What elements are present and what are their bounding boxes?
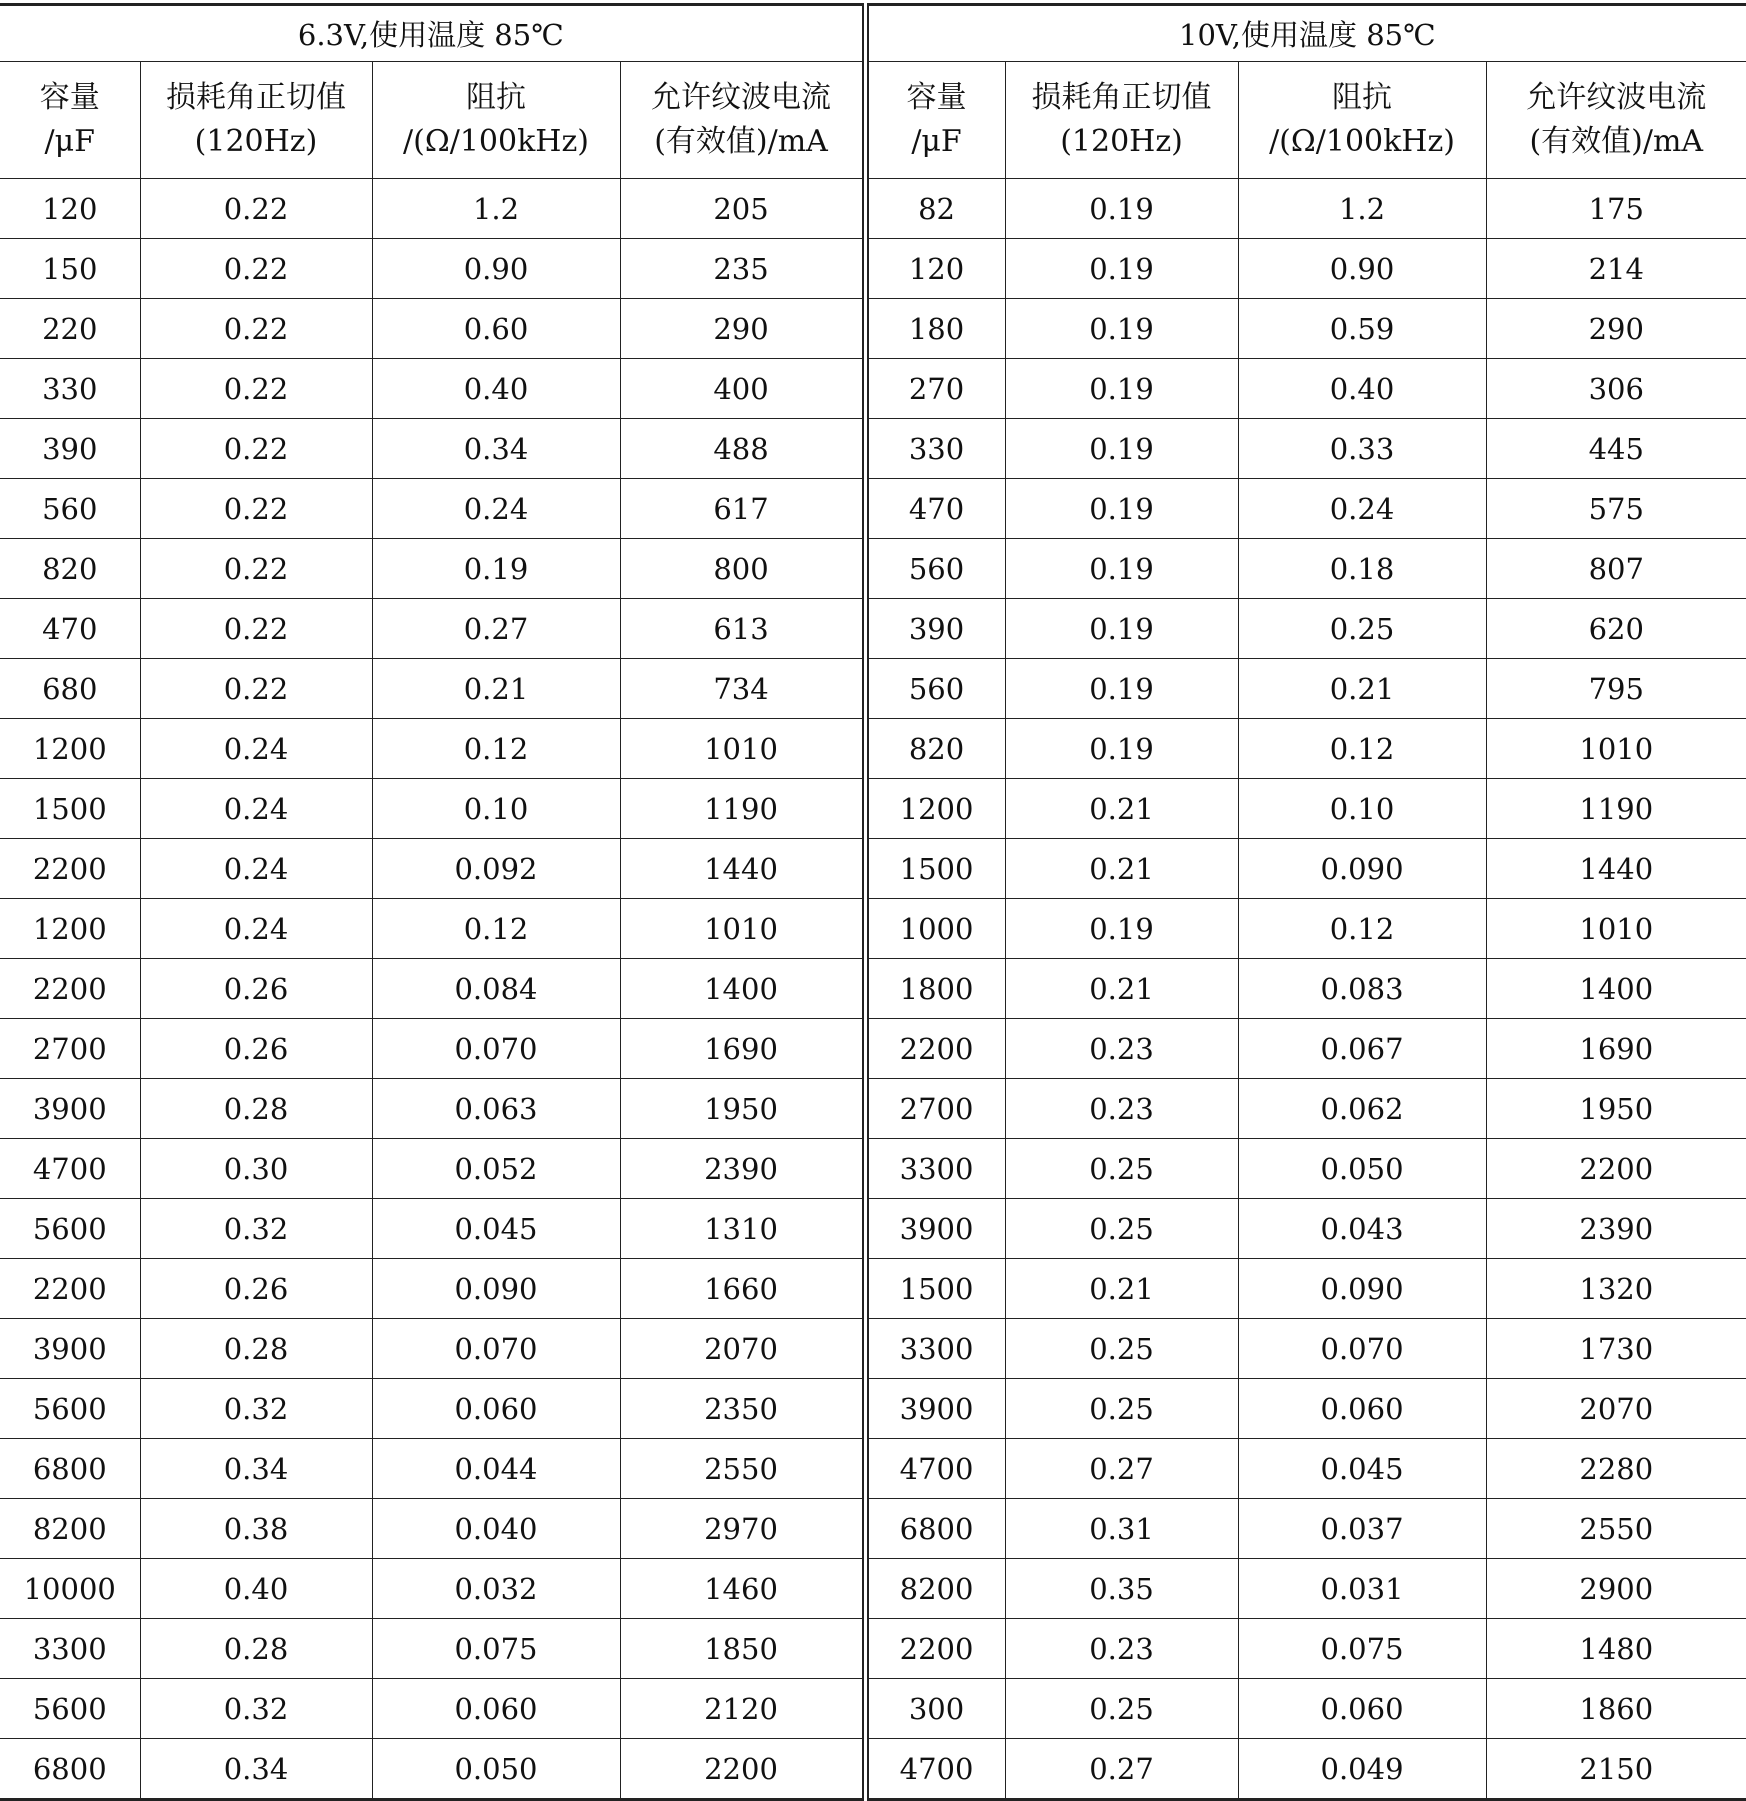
cell-capacity-10v: 4700 [865, 1739, 1005, 1800]
cell-loss-tangent-10v: 0.25 [1005, 1139, 1238, 1199]
cell-capacity-10v: 1500 [865, 839, 1005, 899]
cell-ripple-current-10v: 1320 [1486, 1259, 1746, 1319]
cell-impedance-6v3: 0.12 [372, 719, 620, 779]
group-title-10v: 10V,使用温度 85℃ [865, 5, 1746, 62]
cell-ripple-current-6v3: 1660 [620, 1259, 865, 1319]
cell-impedance-10v: 0.10 [1238, 779, 1486, 839]
cell-impedance-10v: 0.090 [1238, 1259, 1486, 1319]
header-line: /μF [911, 124, 962, 159]
cell-ripple-current-6v3: 617 [620, 479, 865, 539]
cell-capacity-10v: 1200 [865, 779, 1005, 839]
cell-capacity-10v: 120 [865, 239, 1005, 299]
cell-capacity-10v: 3900 [865, 1379, 1005, 1439]
cell-ripple-current-6v3: 235 [620, 239, 865, 299]
table-row [0, 1319, 1746, 1379]
cell-capacity-10v: 6800 [865, 1499, 1005, 1559]
cell-loss-tangent-6v3: 0.22 [140, 419, 372, 479]
cell-impedance-10v: 0.050 [1238, 1139, 1486, 1199]
cell-capacity-6v3: 1200 [0, 899, 140, 959]
cell-loss-tangent-6v3: 0.22 [140, 359, 372, 419]
cell-ripple-current-10v: 1480 [1486, 1619, 1746, 1679]
cell-impedance-6v3: 0.10 [372, 779, 620, 839]
cell-impedance-6v3: 0.60 [372, 299, 620, 359]
column-header-row [0, 62, 1746, 179]
cell-ripple-current-10v: 1950 [1486, 1079, 1746, 1139]
cell-impedance-10v: 0.21 [1238, 659, 1486, 719]
group-title-6v3: 6.3V,使用温度 85℃ [0, 5, 865, 62]
cell-impedance-10v: 0.045 [1238, 1439, 1486, 1499]
table-body [0, 179, 1746, 1800]
cell-impedance-10v: 0.33 [1238, 419, 1486, 479]
cell-loss-tangent-10v: 0.19 [1005, 299, 1238, 359]
cell-impedance-6v3: 0.052 [372, 1139, 620, 1199]
cell-loss-tangent-10v: 0.19 [1005, 419, 1238, 479]
cell-ripple-current-10v: 2070 [1486, 1379, 1746, 1439]
cell-capacity-10v: 2200 [865, 1019, 1005, 1079]
cell-capacity-10v: 270 [865, 359, 1005, 419]
cell-capacity-10v: 2200 [865, 1619, 1005, 1679]
table-row [0, 1199, 1746, 1259]
cell-impedance-6v3: 0.050 [372, 1739, 620, 1800]
cell-capacity-6v3: 4700 [0, 1139, 140, 1199]
cell-impedance-10v: 0.90 [1238, 239, 1486, 299]
cell-ripple-current-10v: 290 [1486, 299, 1746, 359]
cell-loss-tangent-6v3: 0.34 [140, 1439, 372, 1499]
cell-ripple-current-10v: 2390 [1486, 1199, 1746, 1259]
table-row [0, 1139, 1746, 1199]
cell-ripple-current-6v3: 1010 [620, 899, 865, 959]
cell-loss-tangent-10v: 0.27 [1005, 1439, 1238, 1499]
cell-ripple-current-10v: 1400 [1486, 959, 1746, 1019]
cell-loss-tangent-6v3: 0.24 [140, 899, 372, 959]
cell-ripple-current-6v3: 400 [620, 359, 865, 419]
cell-ripple-current-6v3: 2070 [620, 1319, 865, 1379]
table-row [0, 719, 1746, 779]
cell-ripple-current-10v: 1190 [1486, 779, 1746, 839]
cell-impedance-10v: 0.24 [1238, 479, 1486, 539]
header-line: /μF [44, 124, 95, 159]
cell-impedance-10v: 1.2 [1238, 179, 1486, 239]
cell-impedance-10v: 0.060 [1238, 1379, 1486, 1439]
cell-impedance-6v3: 0.075 [372, 1619, 620, 1679]
cell-capacity-10v: 1500 [865, 1259, 1005, 1319]
cell-loss-tangent-10v: 0.31 [1005, 1499, 1238, 1559]
cell-ripple-current-6v3: 1310 [620, 1199, 865, 1259]
cell-capacity-6v3: 1200 [0, 719, 140, 779]
cell-capacity-10v: 300 [865, 1679, 1005, 1739]
cell-loss-tangent-6v3: 0.22 [140, 599, 372, 659]
cell-impedance-10v: 0.12 [1238, 719, 1486, 779]
table-row [0, 179, 1746, 239]
cell-ripple-current-10v: 306 [1486, 359, 1746, 419]
cell-loss-tangent-10v: 0.25 [1005, 1679, 1238, 1739]
cell-ripple-current-10v: 1440 [1486, 839, 1746, 899]
cell-ripple-current-10v: 1860 [1486, 1679, 1746, 1739]
cell-impedance-6v3: 0.045 [372, 1199, 620, 1259]
cell-capacity-6v3: 3900 [0, 1079, 140, 1139]
cell-impedance-6v3: 0.24 [372, 479, 620, 539]
header-line: 损耗角正切值 [1031, 80, 1212, 115]
cell-loss-tangent-6v3: 0.26 [140, 1019, 372, 1079]
cell-capacity-6v3: 6800 [0, 1739, 140, 1800]
cell-loss-tangent-6v3: 0.26 [140, 1259, 372, 1319]
cell-ripple-current-6v3: 800 [620, 539, 865, 599]
cell-capacity-6v3: 470 [0, 599, 140, 659]
header-line: (120Hz) [1060, 124, 1183, 159]
header-impedance-10v [1238, 62, 1486, 179]
cell-ripple-current-10v: 620 [1486, 599, 1746, 659]
header-capacity-10v [865, 62, 1005, 179]
cell-capacity-6v3: 560 [0, 479, 140, 539]
header-line: 容量 [906, 80, 967, 115]
cell-loss-tangent-10v: 0.27 [1005, 1739, 1238, 1800]
cell-ripple-current-10v: 1010 [1486, 899, 1746, 959]
cell-impedance-6v3: 0.044 [372, 1439, 620, 1499]
header-loss-tangent-10v [1005, 62, 1238, 179]
cell-impedance-6v3: 0.40 [372, 359, 620, 419]
cell-ripple-current-10v: 2280 [1486, 1439, 1746, 1499]
table-row [0, 1079, 1746, 1139]
cell-ripple-current-10v: 1690 [1486, 1019, 1746, 1079]
cell-loss-tangent-6v3: 0.24 [140, 779, 372, 839]
cell-loss-tangent-6v3: 0.34 [140, 1739, 372, 1800]
table-row [0, 659, 1746, 719]
cell-capacity-10v: 3300 [865, 1139, 1005, 1199]
cell-impedance-6v3: 0.092 [372, 839, 620, 899]
cell-capacity-6v3: 5600 [0, 1679, 140, 1739]
cell-loss-tangent-6v3: 0.24 [140, 839, 372, 899]
cell-capacity-6v3: 820 [0, 539, 140, 599]
table-row [0, 1439, 1746, 1499]
cell-loss-tangent-10v: 0.23 [1005, 1619, 1238, 1679]
cell-loss-tangent-6v3: 0.32 [140, 1199, 372, 1259]
cell-loss-tangent-6v3: 0.22 [140, 659, 372, 719]
cell-loss-tangent-10v: 0.23 [1005, 1019, 1238, 1079]
cell-ripple-current-6v3: 1190 [620, 779, 865, 839]
cell-impedance-10v: 0.12 [1238, 899, 1486, 959]
header-capacity-6v3 [0, 62, 140, 179]
cell-ripple-current-6v3: 1440 [620, 839, 865, 899]
cell-capacity-10v: 470 [865, 479, 1005, 539]
cell-loss-tangent-10v: 0.25 [1005, 1199, 1238, 1259]
header-line: (120Hz) [194, 124, 318, 159]
cell-impedance-10v: 0.40 [1238, 359, 1486, 419]
cell-loss-tangent-10v: 0.21 [1005, 1259, 1238, 1319]
table-row [0, 1499, 1746, 1559]
table-row [0, 1259, 1746, 1319]
header-loss-tangent-6v3 [140, 62, 372, 179]
cell-ripple-current-10v: 1730 [1486, 1319, 1746, 1379]
table-row [0, 839, 1746, 899]
cell-impedance-10v: 0.060 [1238, 1679, 1486, 1739]
cell-ripple-current-10v: 2150 [1486, 1739, 1746, 1800]
cell-loss-tangent-6v3: 0.22 [140, 299, 372, 359]
cell-ripple-current-10v: 445 [1486, 419, 1746, 479]
header-line: 容量 [39, 80, 100, 115]
cell-loss-tangent-10v: 0.19 [1005, 179, 1238, 239]
header-ripple-current-6v3 [620, 62, 865, 179]
cell-ripple-current-6v3: 1460 [620, 1559, 865, 1619]
cell-impedance-10v: 0.090 [1238, 839, 1486, 899]
cell-capacity-6v3: 8200 [0, 1499, 140, 1559]
cell-loss-tangent-6v3: 0.28 [140, 1079, 372, 1139]
cell-impedance-6v3: 0.084 [372, 959, 620, 1019]
table-row [0, 1739, 1746, 1800]
header-line: 阻抗 [1332, 80, 1393, 115]
cell-impedance-6v3: 0.060 [372, 1679, 620, 1739]
cell-loss-tangent-10v: 0.35 [1005, 1559, 1238, 1619]
cell-impedance-6v3: 0.34 [372, 419, 620, 479]
header-line: /(Ω/100kHz) [403, 124, 589, 159]
cell-loss-tangent-10v: 0.25 [1005, 1379, 1238, 1439]
cell-capacity-6v3: 390 [0, 419, 140, 479]
cell-loss-tangent-6v3: 0.38 [140, 1499, 372, 1559]
header-line: 允许纹波电流 [1526, 80, 1707, 115]
cell-capacity-6v3: 2200 [0, 959, 140, 1019]
header-line: 允许纹波电流 [651, 80, 832, 115]
cell-ripple-current-10v: 175 [1486, 179, 1746, 239]
cell-impedance-10v: 0.070 [1238, 1319, 1486, 1379]
cell-impedance-10v: 0.25 [1238, 599, 1486, 659]
cell-loss-tangent-10v: 0.21 [1005, 839, 1238, 899]
header-line: 阻抗 [466, 80, 526, 115]
cell-impedance-6v3: 0.90 [372, 239, 620, 299]
cell-loss-tangent-10v: 0.19 [1005, 479, 1238, 539]
group-header-row [0, 5, 1746, 62]
table-row [0, 239, 1746, 299]
header-line: (有效值)/mA [1529, 124, 1704, 159]
cell-ripple-current-10v: 575 [1486, 479, 1746, 539]
table-row [0, 1019, 1746, 1079]
cell-ripple-current-6v3: 2200 [620, 1739, 865, 1800]
cell-ripple-current-6v3: 2350 [620, 1379, 865, 1439]
cell-loss-tangent-10v: 0.19 [1005, 599, 1238, 659]
cell-impedance-6v3: 0.070 [372, 1319, 620, 1379]
cell-loss-tangent-10v: 0.19 [1005, 719, 1238, 779]
cell-impedance-10v: 0.062 [1238, 1079, 1486, 1139]
cell-capacity-6v3: 150 [0, 239, 140, 299]
cell-impedance-6v3: 0.032 [372, 1559, 620, 1619]
cell-impedance-6v3: 0.070 [372, 1019, 620, 1079]
table-row [0, 299, 1746, 359]
cell-capacity-6v3: 3300 [0, 1619, 140, 1679]
cell-ripple-current-10v: 214 [1486, 239, 1746, 299]
cell-impedance-6v3: 0.040 [372, 1499, 620, 1559]
cell-capacity-6v3: 5600 [0, 1199, 140, 1259]
table-row [0, 419, 1746, 479]
cell-capacity-6v3: 2200 [0, 839, 140, 899]
cell-ripple-current-10v: 2900 [1486, 1559, 1746, 1619]
cell-ripple-current-6v3: 2390 [620, 1139, 865, 1199]
cell-loss-tangent-10v: 0.19 [1005, 239, 1238, 299]
cell-loss-tangent-6v3: 0.28 [140, 1319, 372, 1379]
cell-impedance-10v: 0.043 [1238, 1199, 1486, 1259]
cell-ripple-current-6v3: 613 [620, 599, 865, 659]
cell-loss-tangent-6v3: 0.22 [140, 239, 372, 299]
cell-capacity-10v: 4700 [865, 1439, 1005, 1499]
cell-ripple-current-10v: 795 [1486, 659, 1746, 719]
cell-ripple-current-6v3: 1690 [620, 1019, 865, 1079]
table-row [0, 899, 1746, 959]
header-line: /(Ω/100kHz) [1269, 124, 1455, 159]
cell-capacity-6v3: 220 [0, 299, 140, 359]
cell-capacity-10v: 2700 [865, 1079, 1005, 1139]
cell-impedance-10v: 0.031 [1238, 1559, 1486, 1619]
cell-loss-tangent-6v3: 0.30 [140, 1139, 372, 1199]
cell-ripple-current-6v3: 488 [620, 419, 865, 479]
cell-loss-tangent-6v3: 0.24 [140, 719, 372, 779]
cell-capacity-6v3: 5600 [0, 1379, 140, 1439]
cell-capacity-10v: 390 [865, 599, 1005, 659]
cell-loss-tangent-10v: 0.19 [1005, 539, 1238, 599]
cell-loss-tangent-10v: 0.19 [1005, 659, 1238, 719]
cell-capacity-10v: 330 [865, 419, 1005, 479]
cell-loss-tangent-10v: 0.23 [1005, 1079, 1238, 1139]
cell-ripple-current-6v3: 205 [620, 179, 865, 239]
cell-capacity-6v3: 3900 [0, 1319, 140, 1379]
header-ripple-current-10v [1486, 62, 1746, 179]
cell-impedance-6v3: 1.2 [372, 179, 620, 239]
cell-capacity-10v: 8200 [865, 1559, 1005, 1619]
cell-ripple-current-6v3: 1850 [620, 1619, 865, 1679]
cell-ripple-current-6v3: 734 [620, 659, 865, 719]
cell-loss-tangent-10v: 0.19 [1005, 899, 1238, 959]
table-row [0, 1679, 1746, 1739]
cell-impedance-10v: 0.075 [1238, 1619, 1486, 1679]
table-row [0, 539, 1746, 599]
cell-capacity-10v: 560 [865, 659, 1005, 719]
cell-impedance-10v: 0.18 [1238, 539, 1486, 599]
cell-impedance-6v3: 0.060 [372, 1379, 620, 1439]
cell-capacity-10v: 560 [865, 539, 1005, 599]
cell-ripple-current-6v3: 1010 [620, 719, 865, 779]
cell-loss-tangent-6v3: 0.32 [140, 1679, 372, 1739]
header-impedance-6v3 [372, 62, 620, 179]
cell-loss-tangent-6v3: 0.32 [140, 1379, 372, 1439]
cell-impedance-6v3: 0.27 [372, 599, 620, 659]
header-line: 损耗角正切值 [166, 80, 346, 115]
cell-loss-tangent-10v: 0.25 [1005, 1319, 1238, 1379]
header-line: (有效值)/mA [654, 124, 828, 159]
table-row [0, 959, 1746, 1019]
cell-impedance-6v3: 0.21 [372, 659, 620, 719]
cell-ripple-current-6v3: 2970 [620, 1499, 865, 1559]
table-row [0, 779, 1746, 839]
cell-impedance-6v3: 0.19 [372, 539, 620, 599]
table-row [0, 599, 1746, 659]
cell-loss-tangent-10v: 0.21 [1005, 779, 1238, 839]
cell-loss-tangent-6v3: 0.40 [140, 1559, 372, 1619]
cell-impedance-10v: 0.049 [1238, 1739, 1486, 1800]
cell-capacity-6v3: 330 [0, 359, 140, 419]
table-row [0, 359, 1746, 419]
capacitor-spec-table [0, 3, 1746, 1801]
cell-impedance-10v: 0.037 [1238, 1499, 1486, 1559]
cell-capacity-6v3: 2200 [0, 1259, 140, 1319]
cell-ripple-current-6v3: 1400 [620, 959, 865, 1019]
cell-capacity-6v3: 680 [0, 659, 140, 719]
cell-capacity-10v: 1800 [865, 959, 1005, 1019]
cell-loss-tangent-10v: 0.21 [1005, 959, 1238, 1019]
table-row [0, 1619, 1746, 1679]
cell-capacity-6v3: 120 [0, 179, 140, 239]
cell-capacity-10v: 3900 [865, 1199, 1005, 1259]
cell-loss-tangent-6v3: 0.22 [140, 479, 372, 539]
cell-ripple-current-6v3: 2120 [620, 1679, 865, 1739]
cell-impedance-10v: 0.067 [1238, 1019, 1486, 1079]
cell-loss-tangent-6v3: 0.22 [140, 179, 372, 239]
cell-loss-tangent-10v: 0.19 [1005, 359, 1238, 419]
cell-capacity-10v: 820 [865, 719, 1005, 779]
cell-ripple-current-10v: 1010 [1486, 719, 1746, 779]
cell-impedance-10v: 0.59 [1238, 299, 1486, 359]
cell-capacity-6v3: 2700 [0, 1019, 140, 1079]
cell-loss-tangent-6v3: 0.26 [140, 959, 372, 1019]
cell-capacity-10v: 1000 [865, 899, 1005, 959]
cell-ripple-current-10v: 2200 [1486, 1139, 1746, 1199]
cell-capacity-10v: 3300 [865, 1319, 1005, 1379]
cell-ripple-current-6v3: 1950 [620, 1079, 865, 1139]
cell-impedance-6v3: 0.090 [372, 1259, 620, 1319]
cell-capacity-6v3: 10000 [0, 1559, 140, 1619]
cell-ripple-current-10v: 807 [1486, 539, 1746, 599]
cell-ripple-current-10v: 2550 [1486, 1499, 1746, 1559]
cell-capacity-6v3: 1500 [0, 779, 140, 839]
table-row [0, 1559, 1746, 1619]
cell-ripple-current-6v3: 290 [620, 299, 865, 359]
cell-impedance-6v3: 0.12 [372, 899, 620, 959]
cell-loss-tangent-6v3: 0.28 [140, 1619, 372, 1679]
cell-ripple-current-6v3: 2550 [620, 1439, 865, 1499]
cell-loss-tangent-6v3: 0.22 [140, 539, 372, 599]
cell-capacity-10v: 180 [865, 299, 1005, 359]
cell-impedance-10v: 0.083 [1238, 959, 1486, 1019]
table-row [0, 479, 1746, 539]
cell-capacity-6v3: 6800 [0, 1439, 140, 1499]
table-row [0, 1379, 1746, 1439]
cell-impedance-6v3: 0.063 [372, 1079, 620, 1139]
cell-capacity-10v: 82 [865, 179, 1005, 239]
